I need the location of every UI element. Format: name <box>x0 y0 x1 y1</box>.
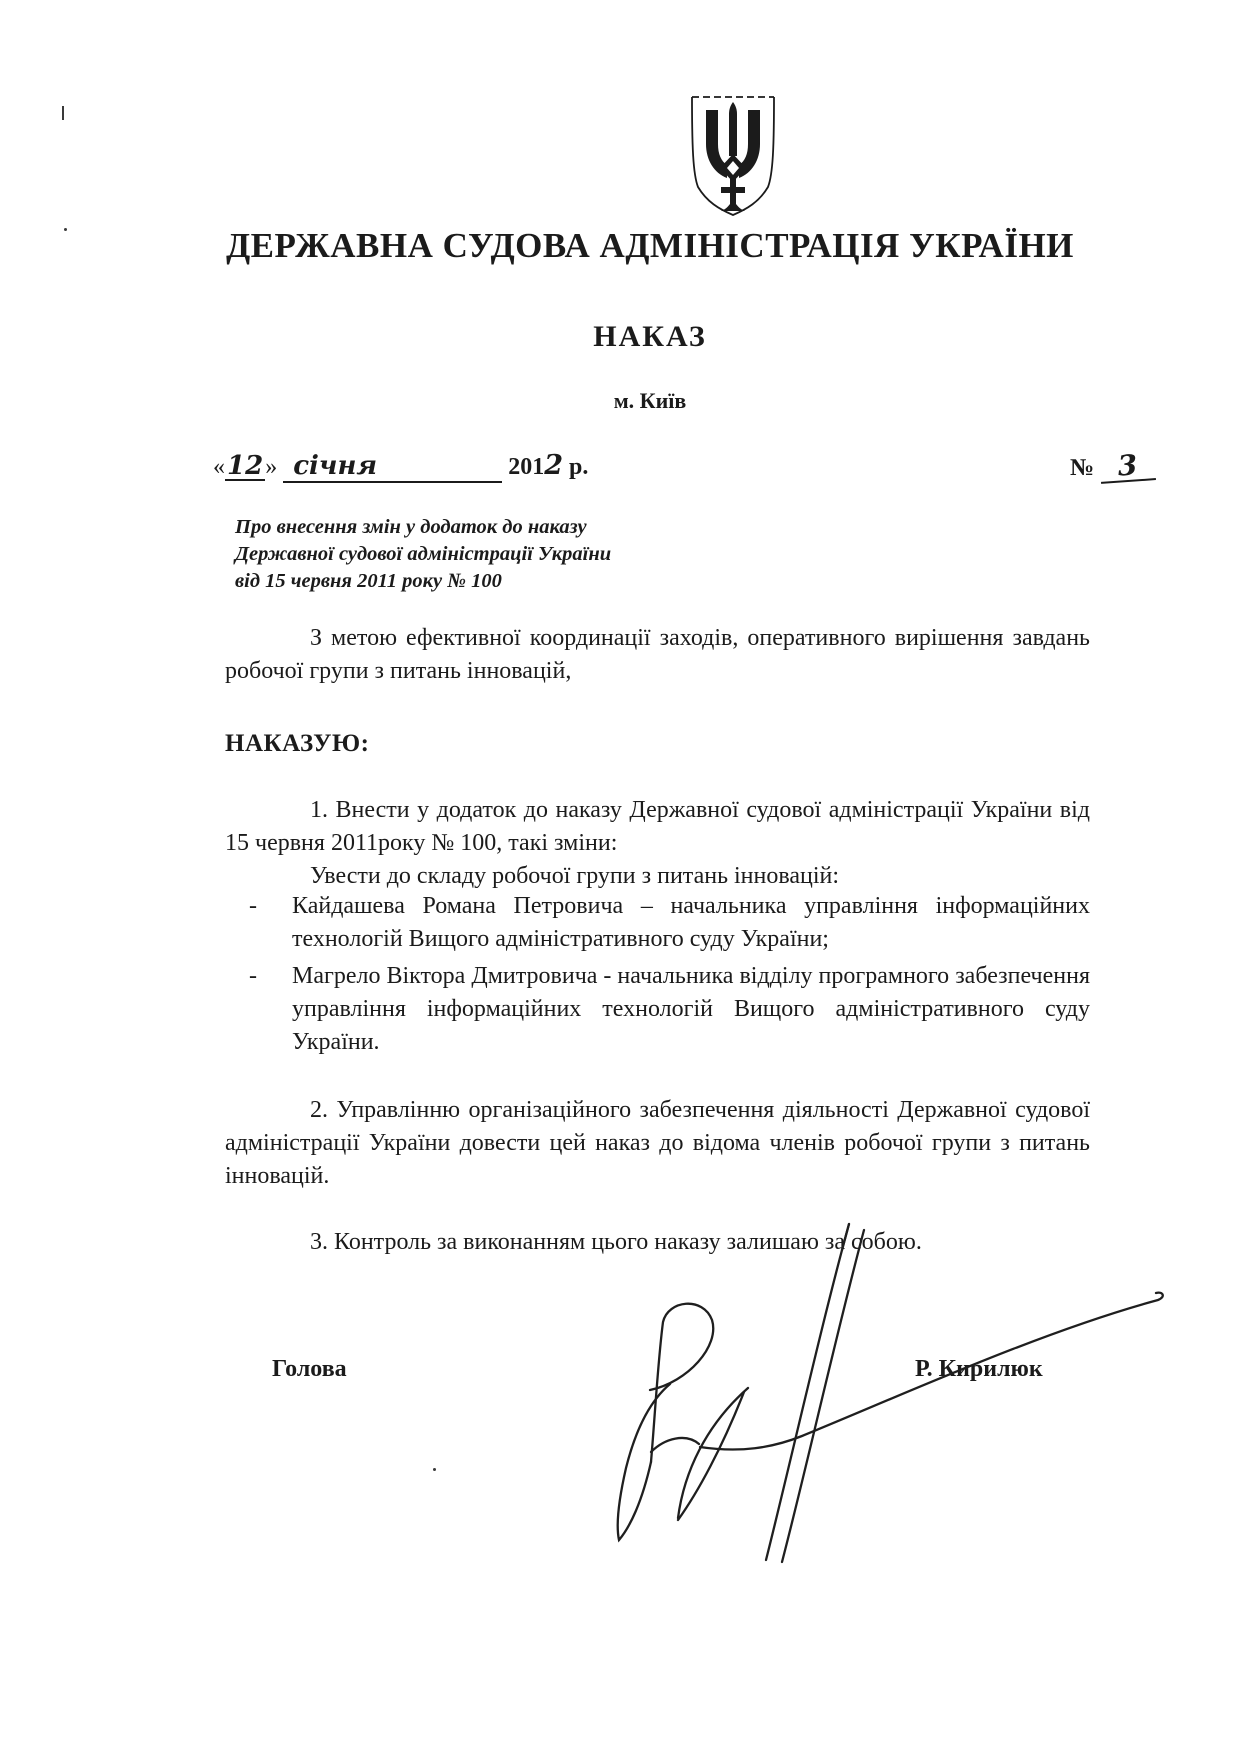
scan-artifact-tick <box>62 106 64 120</box>
list-item <box>225 960 1090 1059</box>
intro-paragraph: З метою ефективної координації заходів, оперативного вирішення завдань робочої групи з питань інновацій, <box>225 625 1090 684</box>
subject-line: Про внесення змін у додаток до наказу <box>235 516 587 538</box>
order-item-1 <box>225 794 1090 893</box>
handwritten-year-digit: 2 <box>544 450 563 481</box>
ukraine-trident-emblem-icon <box>686 94 780 220</box>
open-quote: « <box>213 454 225 480</box>
list-item <box>225 890 1090 956</box>
organization-name: ДЕРЖАВНА СУДОВА АДМІНІСТРАЦІЯ УКРАЇНИ <box>226 226 1074 265</box>
handwritten-day: 12 <box>227 451 264 481</box>
bullet-list <box>225 890 1090 1059</box>
order-keyword: НАКАЗУЮ: <box>225 730 370 757</box>
number-sign: № <box>1070 455 1095 481</box>
order-item-3: 3. Контроль за виконанням цього наказу залишаю за собою. <box>310 1229 922 1255</box>
city-label: м. Київ <box>613 388 687 413</box>
year-suffix: р. <box>568 454 589 480</box>
order-item-2: 2. Управлінню організаційного забезпечення діяльності Державної судової адміністрації України довести цей наказ до відома членів робочої групи з питань інновацій. <box>225 1097 1090 1189</box>
scan-artifact-dot <box>433 1468 436 1471</box>
list-item-dash: - <box>249 963 257 989</box>
order-item-1-subtext: Увести до складу робочої групи з питань інновацій: <box>310 863 840 889</box>
close-quote: » <box>265 454 278 480</box>
subject-block <box>235 514 795 595</box>
date-line <box>213 450 588 483</box>
subject-line: від 15 червня 2011 року № 100 <box>235 570 502 592</box>
list-item-dash: - <box>249 893 257 919</box>
signatory-position-label: Голова <box>272 1356 347 1382</box>
year-printed: 201 <box>508 454 545 480</box>
signatory-name: Р. Кирилюк <box>915 1356 1043 1382</box>
list-item-text: Кайдашева Романа Петровича – начальника управління інформаційних технологій Вищого адміністративного суду України; <box>292 893 1090 952</box>
subject-line: Державної судової адміністрації України <box>235 543 612 565</box>
handwritten-month: січня <box>283 453 502 483</box>
document-type-title: НАКАЗ <box>593 320 707 353</box>
number-line <box>1070 448 1155 483</box>
handwritten-number: 3 <box>1099 450 1156 484</box>
order-item-1-text: 1. Внести у додаток до наказу Державної судової адміністрації України від 15 червня 2011року № 100, такі зміни: <box>225 797 1090 856</box>
handwritten-signature <box>520 1120 1180 1680</box>
list-item-text: Магрело Віктора Дмитровича - начальника відділу програмного забезпечення управління інформаційних технологій Вищого адміністративного суду України. <box>292 963 1090 1055</box>
